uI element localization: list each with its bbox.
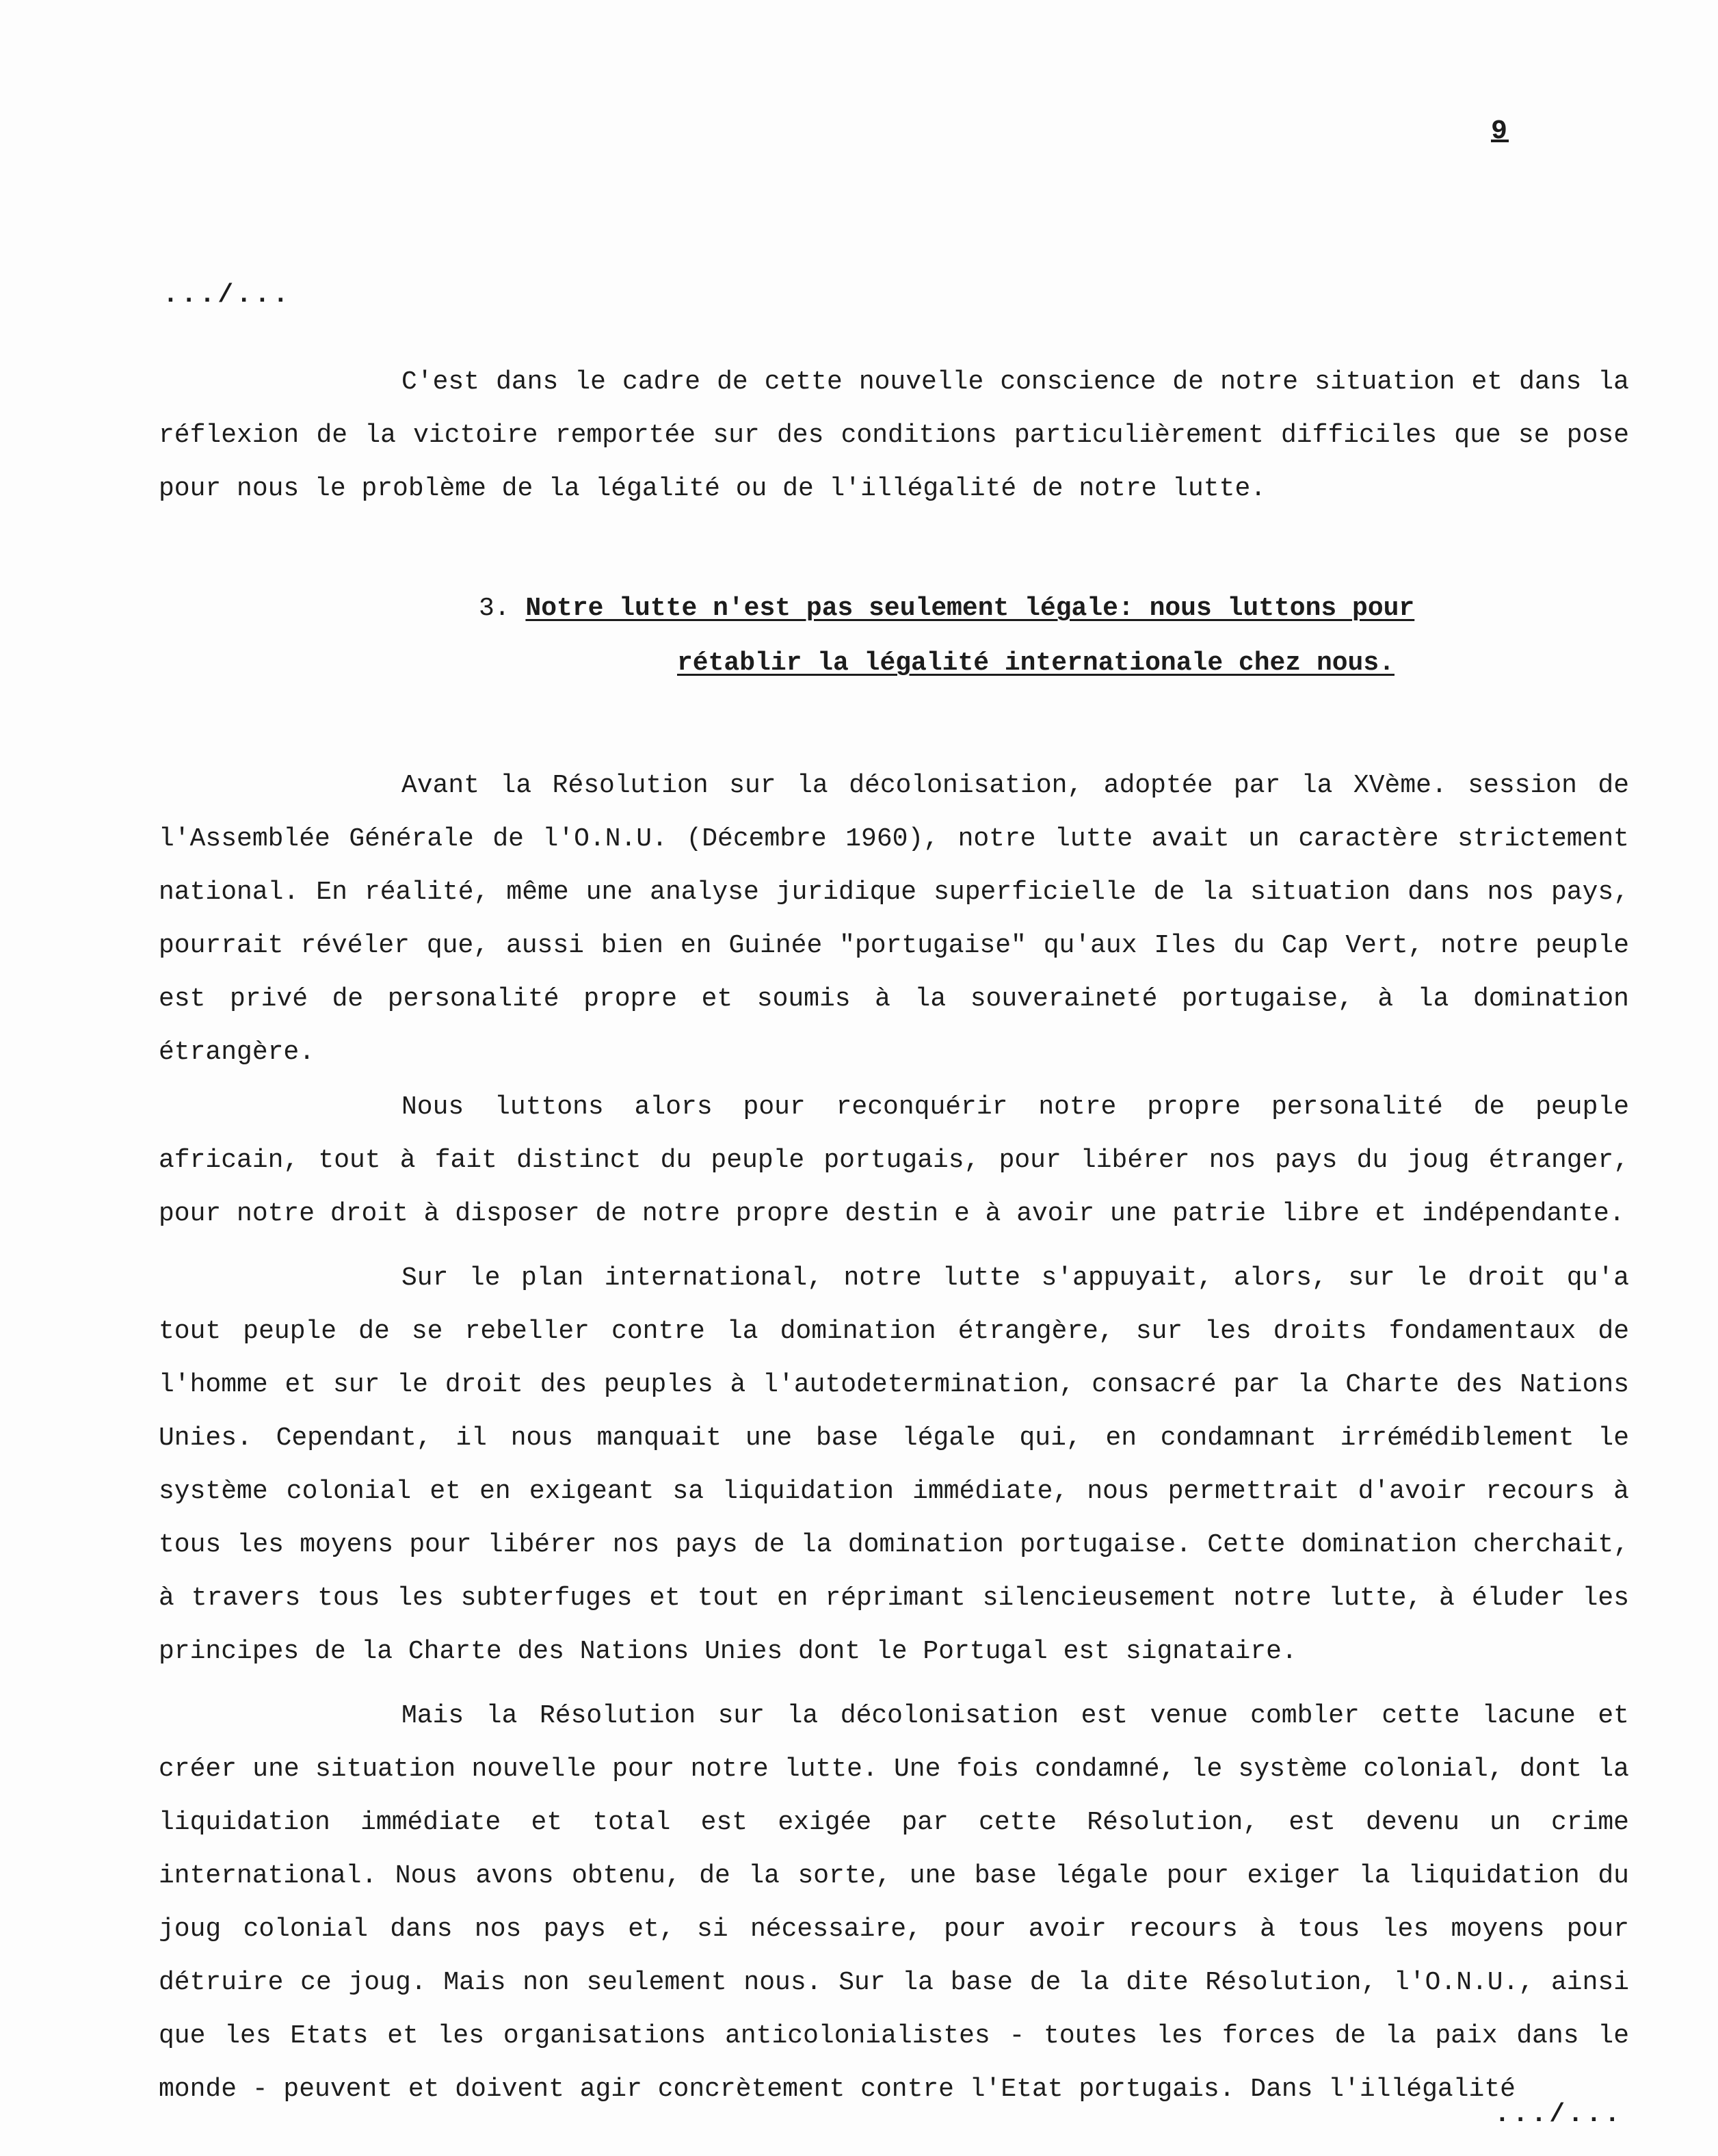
page-number: 9 — [1491, 116, 1509, 147]
continuation-marker-top: .../... — [163, 280, 291, 310]
continuation-marker-bottom: .../... — [1494, 2100, 1623, 2129]
section-title-line1: Notre lutte n'est pas seulement légale: nous luttons pour — [525, 594, 1415, 623]
paragraph-but-resolution: Mais la Résolution sur la décolonisation est venue combler cette lacune et créer une situation nouvelle pour notre lutte. Une fois condamné, le système colonial, dont la liquidation immédiate et total est exigée par cette Résolution, est devenu un crime international. Nous avons obtenu, de la sorte, une base légale pour exiger la liquidation du joug colonial dans nos pays et, si nécessaire, pour avoir recours à tous les moyens pour détruire ce joug. Mais non seulement nous. Sur la base de la dite Résolution, l'O.N.U., ainsi que les Etats et les organisations anticolonialistes - toutes les forces de la paix dans le monde - peuvent et doivent agir concrètement contre l'Etat portugais. Dans l'illégalité — [159, 1701, 1629, 2104]
section-heading — [479, 581, 1573, 691]
paragraph-before-resolution: Avant la Résolution sur la décolonisation, adoptée par la XVème. session de l'Assemblée Générale de l'O.N.U. (Décembre 1960), notre lutte avait un caractère strictement national. En réalité, même une analyse juridique superficielle de la situation dans nos pays, pourrait révéler que, aussi bien en Guinée "portugaise" qu'aux Iles du Cap Vert, notre peuple est privé de personalité propre et soumis à la souveraineté portugaise, à la domination étrangère. — [159, 771, 1629, 1067]
section-title-line2: rétablir la légalité internationale chez nous. — [677, 648, 1395, 678]
section-number: 3. — [479, 594, 510, 623]
paragraph-intro: C'est dans le cadre de cette nouvelle conscience de notre situation et dans la réflexion de la victoire remportée sur des conditions particulièrement difficiles que se pose pour nous le problème de la légalité ou de l'illégalité de notre lutte. — [159, 367, 1629, 503]
paragraph-we-fought: Nous luttons alors pour reconquérir notre propre personalité de peuple africain, tout à fait distinct du peuple portugais, pour libérer nos pays du joug étranger, pour notre droit à disposer de notre propre destin e à avoir une patrie libre et indépendante. — [159, 1092, 1629, 1228]
paragraph-international: Sur le plan international, notre lutte s'appuyait, alors, sur le droit qu'a tout peuple de se rebeller contre la domination étrangère, sur les droits fondamentaux de l'homme et sur le droit des peuples à l'autodetermination, consacré par la Charte des Nations Unies. Cependant, il nous manquait une base légale qui, en condamnant irrémédiblement le système colonial et en exigeant sa liquidation immédiate, nous permettrait d'avoir recours à tous les moyens pour libérer nos pays de la domination portugaise. Cette domination cherchait, à travers tous les subterfuges et tout en réprimant silencieusement notre lutte, à éluder les principes de la Charte des Nations Unies dont le Portugal est signataire. — [159, 1263, 1629, 1666]
